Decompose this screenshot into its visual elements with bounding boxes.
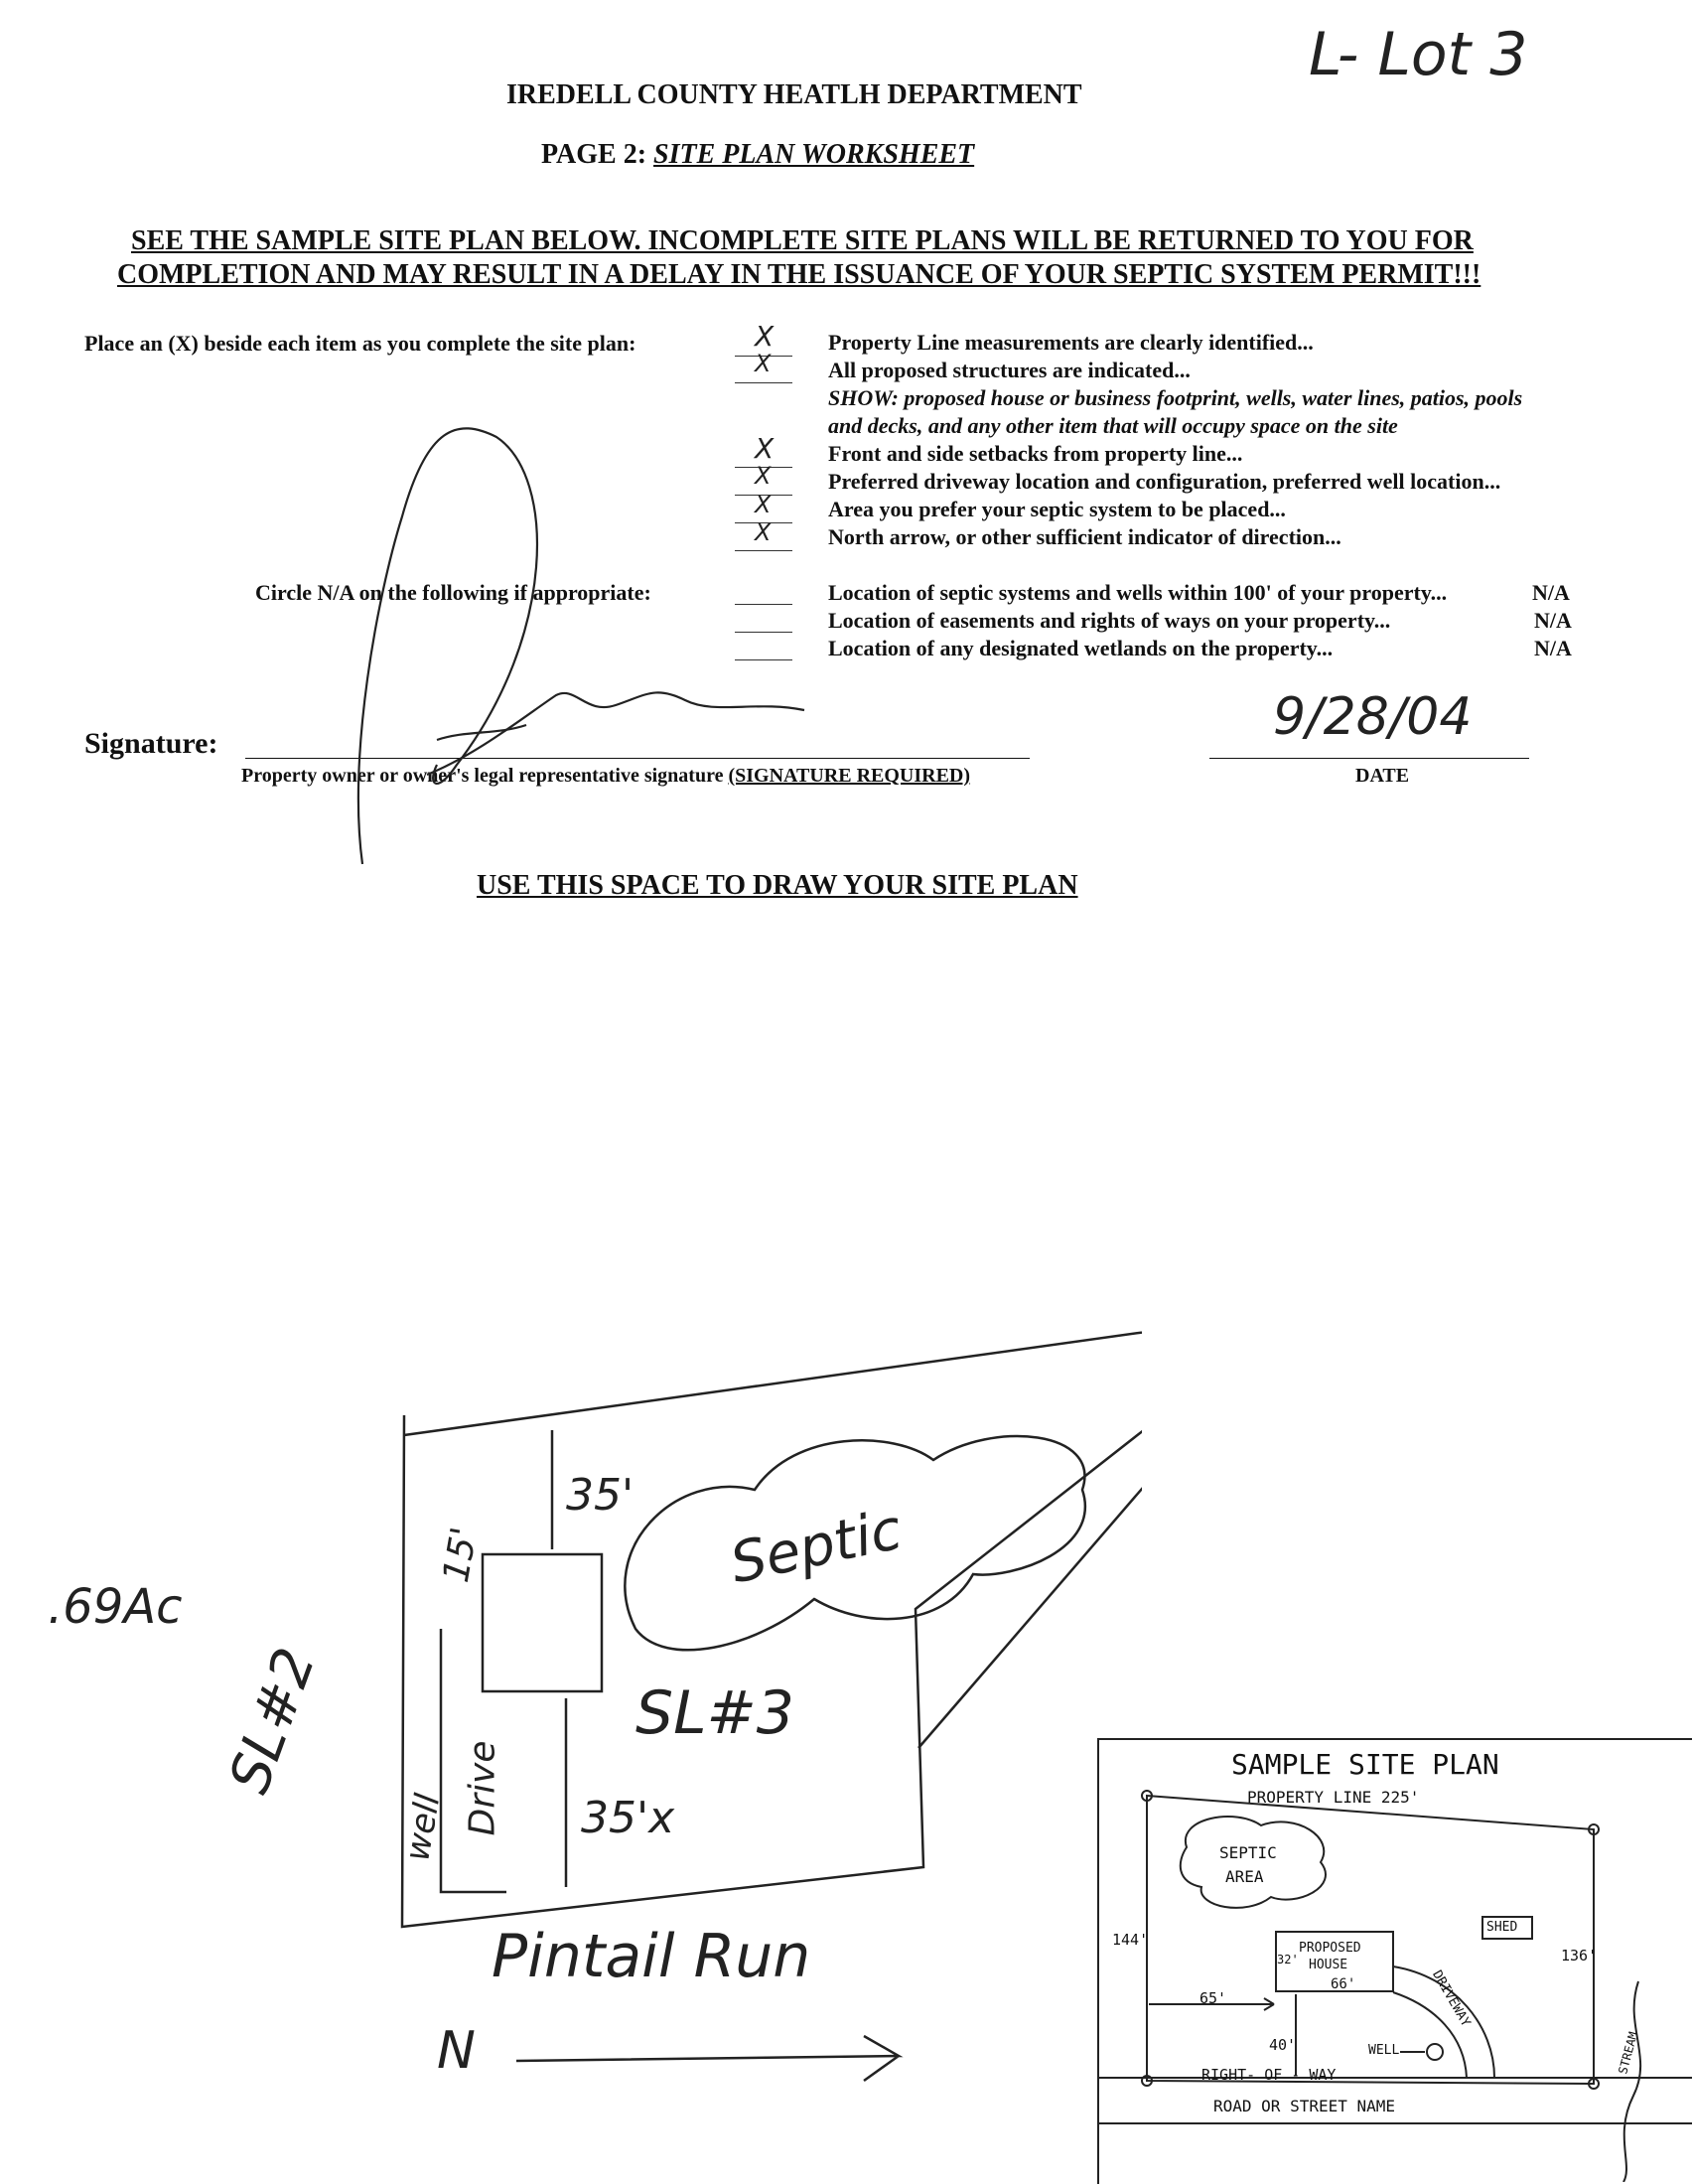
check-mark: X — [755, 491, 772, 518]
house-footprint — [483, 1554, 602, 1691]
signature-label: Signature: — [84, 727, 218, 760]
date-label: DATE — [1355, 765, 1410, 787]
neighbor-lot-label: SL#2 — [216, 1640, 329, 1802]
sample-front-setback: 40' — [1269, 2036, 1297, 2054]
checklist-item-property-lines: Property Line measurements are clearly identified... — [828, 330, 1314, 355]
date-value: 9/28/04 — [1273, 687, 1473, 747]
front-setback-label: 35'x — [581, 1793, 675, 1843]
road-label: Pintail Run — [492, 1922, 811, 1991]
signature-scribble — [0, 0, 1692, 894]
checklist-item-septic-area: Area you prefer your septic system to be placed... — [828, 497, 1286, 521]
sample-property-line: PROPERTY LINE 225' — [1247, 1788, 1420, 1807]
check-mark: X — [755, 518, 772, 546]
sample-stream: STREAM — [1616, 2030, 1641, 2076]
na-item-septic-wells: Location of septic systems and wells within 100' of your property... — [828, 580, 1448, 605]
sample-house-1: PROPOSED — [1299, 1941, 1361, 1956]
check-mark: X — [755, 462, 772, 490]
warning-line-1: SEE THE SAMPLE SITE PLAN BELOW. INCOMPLETE SITE PLANS WILL BE RETURNED TO YOU FOR — [131, 225, 1474, 256]
signature-caption-text: Property owner or owner's legal representative signature — [241, 765, 724, 787]
well-label: well — [397, 1791, 449, 1864]
lot-label: SL#3 — [635, 1678, 794, 1748]
checklist-item-driveway-well: Preferred driveway location and configuration, preferred well location... — [828, 469, 1501, 494]
sample-title: SAMPLE SITE PLAN — [1231, 1748, 1499, 1781]
sample-house-2: HOUSE — [1309, 1958, 1348, 1972]
sample-road-name: ROAD OR STREET NAME — [1213, 2097, 1396, 2115]
sample-well: WELL — [1368, 2043, 1400, 2058]
na-option[interactable]: N/A — [1532, 580, 1570, 605]
sample-septic-2: AREA — [1225, 1867, 1264, 1886]
sample-shed: SHED — [1486, 1920, 1518, 1935]
sample-side-setback: 65' — [1199, 1989, 1227, 2007]
signature-required: (SIGNATURE REQUIRED) — [728, 765, 971, 787]
check-mark: X — [755, 350, 772, 377]
corner-note: L- Lot 3 — [1309, 20, 1528, 89]
septic-label: Septic — [725, 1497, 908, 1597]
na-option[interactable]: N/A — [1534, 608, 1572, 633]
page-prefix: PAGE 2: — [541, 139, 647, 170]
show-note-line-1: SHOW: proposed house or business footprint, wells, water lines, patios, pools — [828, 385, 1523, 410]
checklist-prompt: Place an (X) beside each item as you complete the site plan: — [84, 331, 636, 356]
sample-house-depth: 32' — [1277, 1953, 1299, 1966]
draw-heading: USE THIS SPACE TO DRAW YOUR SITE PLAN — [477, 870, 1078, 901]
north-arrow — [516, 2036, 899, 2081]
drive-label: Drive — [462, 1740, 503, 1836]
lot-diagonal — [918, 1316, 1142, 1748]
rear-setback-label: 35' — [566, 1470, 634, 1521]
checklist-item-structures: All proposed structures are indicated... — [828, 358, 1191, 382]
sample-right-of-way: RIGHT- OF - WAY — [1201, 2066, 1337, 2084]
checklist-item-north-arrow: North arrow, or other sufficient indicator of direction... — [828, 524, 1341, 549]
sample-driveway: DRIVEWAY — [1429, 1967, 1474, 2030]
side-setback-label: 15' — [435, 1524, 486, 1586]
na-option[interactable]: N/A — [1534, 636, 1572, 660]
sample-house-width: 66' — [1331, 1976, 1356, 1992]
department-title: IREDELL COUNTY HEATLH DEPARTMENT — [506, 79, 1082, 110]
check-mark: X — [755, 432, 775, 465]
acreage-label: .69Ac — [48, 1579, 183, 1635]
check-mark: X — [755, 320, 775, 353]
na-item-wetlands: Location of any designated wetlands on the property... — [828, 636, 1334, 660]
sample-septic-1: SEPTIC — [1219, 1843, 1277, 1862]
checklist-item-setbacks: Front and side setbacks from property line... — [828, 441, 1243, 466]
warning-line-2: COMPLETION AND MAY RESULT IN A DELAY IN THE ISSUANCE OF YOUR SEPTIC SYSTEM PERMIT!!! — [117, 259, 1481, 290]
show-note-line-2: and decks, and any other item that will occupy space on the site — [828, 413, 1398, 438]
north-label: N — [437, 2021, 476, 2081]
na-prompt: Circle N/A on the following if appropriate: — [255, 580, 651, 605]
sample-left-side: 144' — [1112, 1931, 1149, 1949]
na-item-easements: Location of easements and rights of ways on your property... — [828, 608, 1391, 633]
page-subtitle: SITE PLAN WORKSHEET — [653, 139, 975, 170]
sample-right-side: 136' — [1561, 1947, 1598, 1965]
